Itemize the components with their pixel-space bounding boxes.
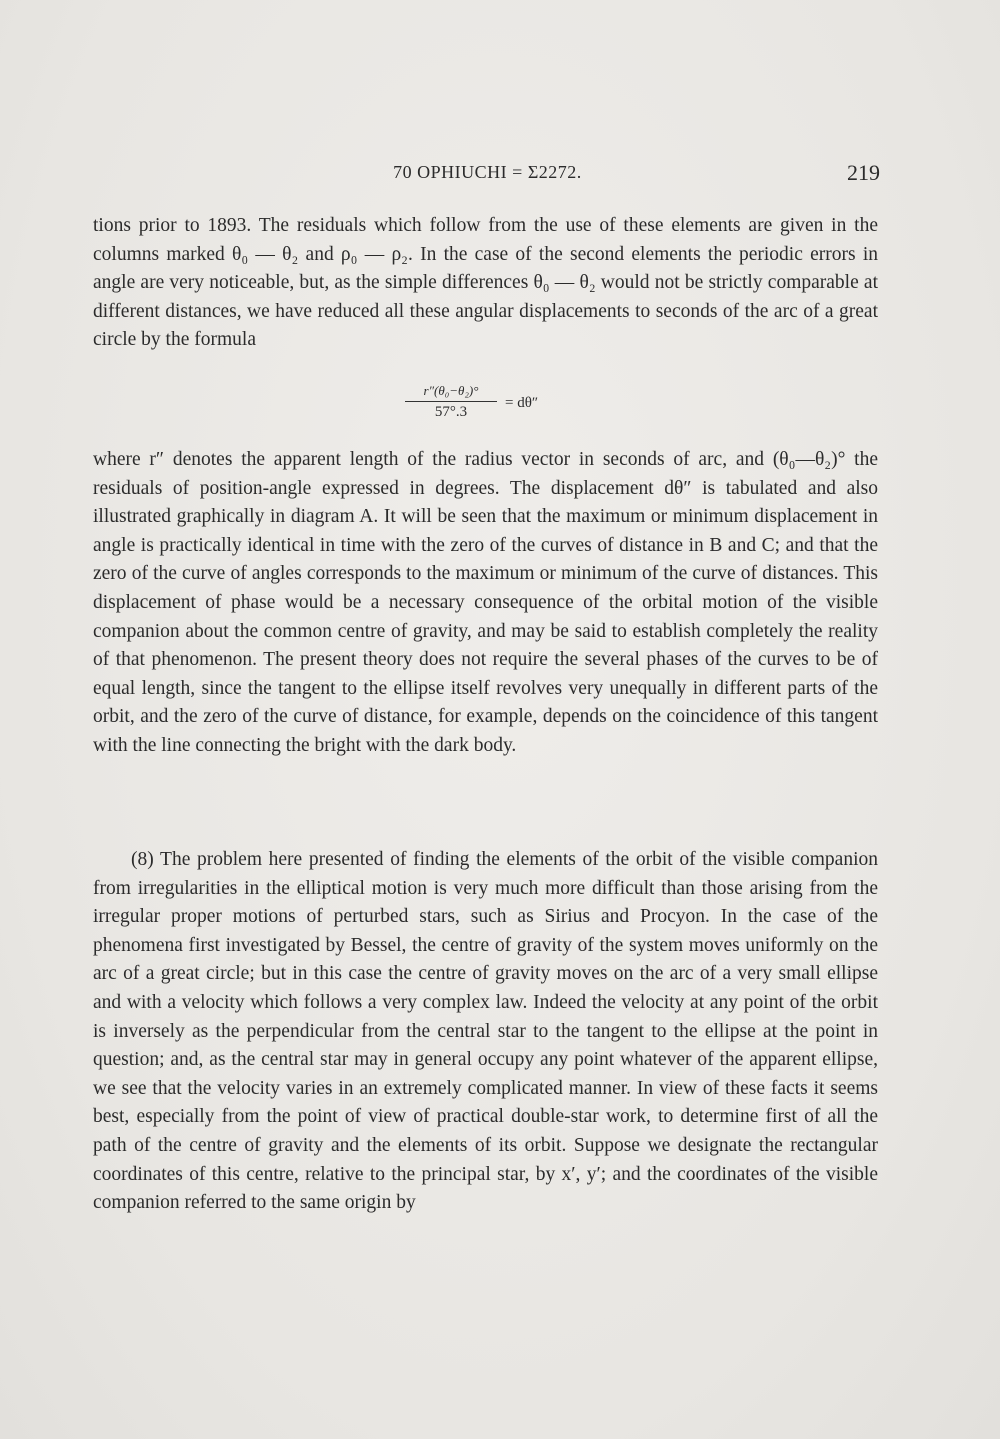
formula-rhs: = dθ″ [505, 395, 539, 411]
formula-denominator: 57°.3 [434, 404, 468, 420]
formula-fraction [405, 383, 497, 420]
page-header [95, 160, 880, 190]
page-number: 219 [847, 160, 880, 185]
paragraph-continuation [93, 212, 878, 355]
running-title: 70 OPHIUCHI = Σ2272. [393, 162, 582, 182]
paragraph-text: where r″ denotes the apparent length of the radius vector in seconds of arc, and (θ₀—θ₂)° the residuals of position-angle expressed in degrees. The displacement dθ″ is tabulated and also illustrated graphically in diagram A. It will be seen that the maximum or minimum displacement in angle is practically identical in time with the zero of the curves of distance in B and C; and that the zero of the curve of angles corresponds to the maximum or minimum of the curve of distances. This displacement of phase would be a necessary consequence of the orbital motion of the visible companion about the common centre of gravity, and may be said to establish completely the reality of that phenomenon. The present theory does not require the several phases of the curves to be of equal length, since the tangent to the ellipse itself revolves very unequally in different parts of the orbit, and the zero of the curve of distance, for example, depends on the coincidence of this tangent with the line connecting the bright with the dark body. [93, 449, 878, 756]
formula-numerator: r″(θ₀−θ₂)° [423, 383, 479, 398]
paragraph-where [93, 446, 878, 761]
fraction-bar [405, 401, 497, 402]
formula [405, 383, 625, 433]
paragraph-text: (8) The problem here presented of finding the elements of the orbit of the visible companion from irregularities in the elliptical motion is very much more difficult than those arising from the irregular proper motions of perturbed stars, such as Sirius and Procyon. In the case of the phenomena first investigated by Bessel, the centre of gravity of the system moves uniformly on the arc of a great circle; but in this case the centre of gravity moves on the arc of a very small ellipse and with a velocity which follows a very complex law. Indeed the velocity at any point of the orbit is inversely as the perpendicular from the central star to the tangent to the ellipse at the point in question; and, as the central star may in general occupy any point whatever of the apparent ellipse, we see that the velocity varies in an extremely complicated manner. In view of these facts it seems best, especially from the point of view of practical double-star work, to determine first of all the path of the centre of gravity and the elements of its orbit. Suppose we designate the rectangular coordinates of this centre, relative to the principal star, by x′, y′; and the coordinates of the visible companion referred to the same origin by [93, 849, 878, 1214]
paragraph-section-8 [93, 846, 878, 1218]
paragraph-text: tions prior to 1893. The residuals which follow from the use of these elements are given in the columns marked θ₀ — θ₂ and ρ₀ — ρ₂. In the case of the second elements the periodic errors in angle are very noticeable, but, as the simple differences θ₀ — θ₂ would not be strictly comparable at different distances, we have reduced all these angular displacements to seconds of the arc of a great circle by the formula [93, 215, 878, 351]
